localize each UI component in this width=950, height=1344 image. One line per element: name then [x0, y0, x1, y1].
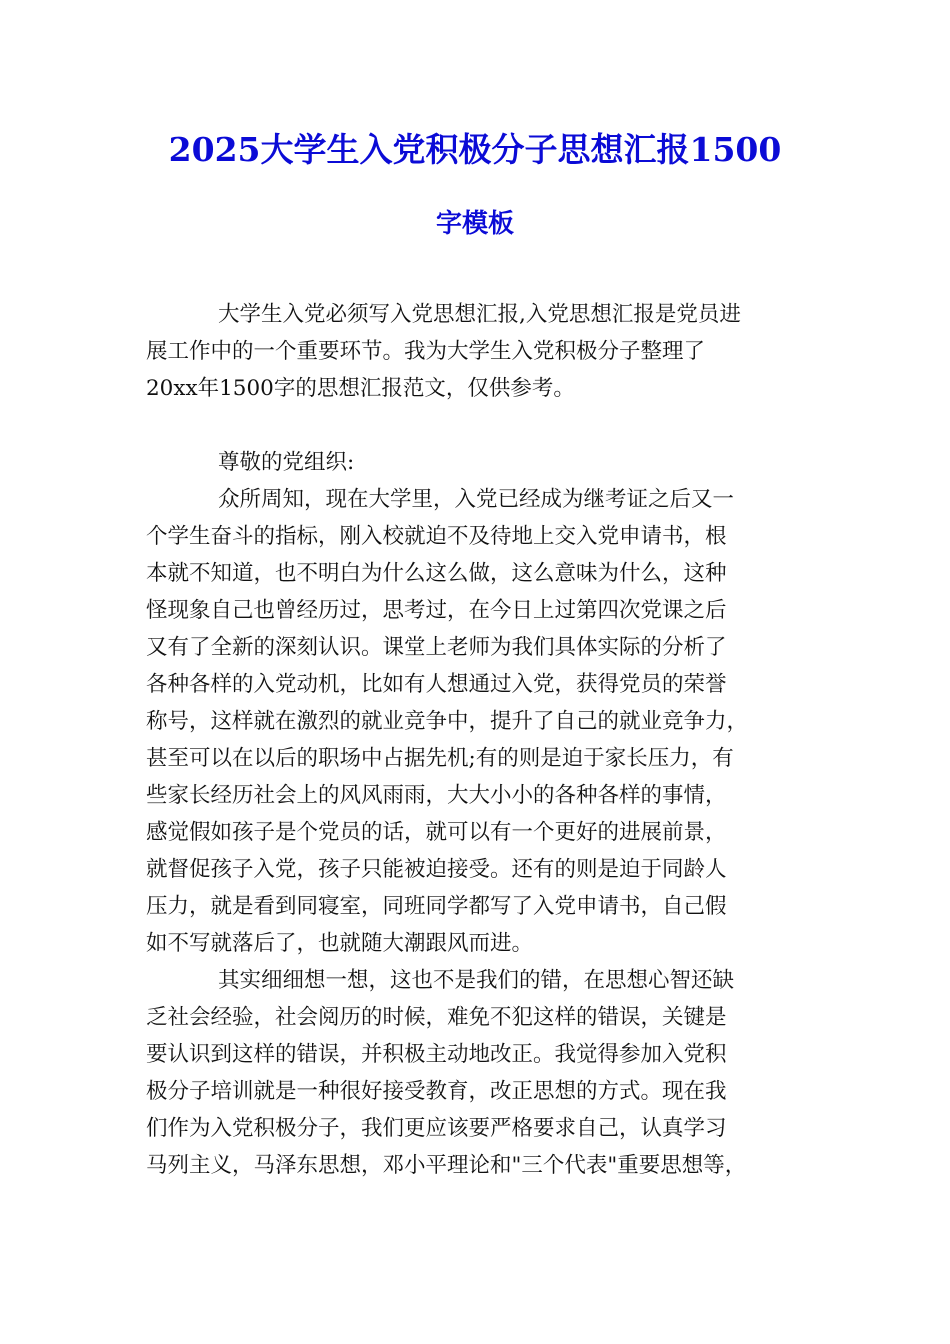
paragraph-line: 怪现象自己也曾经历过，思考过，在今日上过第四次党课之后 [146, 598, 727, 623]
paragraph-line: 甚至可以在以后的职场中占据先机;有的则是迫于家长压力，有 [146, 746, 734, 771]
paragraph-line: 乏社会经验，社会阅历的时候，难免不犯这样的错误，关键是 [146, 1005, 727, 1030]
paragraph-line: 就督促孩子入党，孩子只能被迫接受。还有的则是迫于同龄人 [146, 857, 727, 882]
paragraph-line: 马列主义，马泽东思想，邓小平理论和"三个代表"重要思想等， [146, 1153, 747, 1178]
paragraph-line: 其实细细想一想，这也不是我们的错，在思想心智还缺 [218, 968, 735, 993]
paragraph-line: 又有了全新的深刻认识。课堂上老师为我们具体实际的分析了 [146, 635, 727, 660]
salutation-block [146, 444, 810, 481]
intro-paragraph [146, 296, 810, 407]
paragraph-line: 极分子培训就是一种很好接受教育，改正思想的方式。现在我 [146, 1079, 727, 1104]
paragraph-line: 些家长经历社会上的风风雨雨，大大小小的各种各样的事情， [146, 783, 727, 808]
paragraph-line: 要认识到这样的错误，并积极主动地改正。我觉得参加入党积 [146, 1042, 727, 1067]
paragraph-line: 压力，就是看到同寝室，同班同学都写了入党申请书，自己假 [146, 894, 727, 919]
paragraph-line: 称号，这样就在激烈的就业竞争中，提升了自己的就业竞争力， [146, 709, 749, 734]
document-title-line-1: 2025大学生入党积极分子思想汇报1500 [168, 130, 782, 169]
paragraph-line: 众所周知，现在大学里，入党已经成为继考证之后又一 [218, 487, 735, 512]
intro-line: 20xx年1500字的思想汇报范文，仅供参考。 [146, 376, 575, 401]
paragraph-line: 感觉假如孩子是个党员的话，就可以有一个更好的进展前景， [146, 820, 727, 845]
intro-line: 大学生入党必须写入党思想汇报,入党思想汇报是党员进 [218, 302, 741, 327]
paragraph-line: 个学生奋斗的指标，刚入校就迫不及待地上交入党申请书，根 [146, 524, 727, 549]
paragraph-line: 如不写就落后了，也就随大潮跟风而进。 [146, 931, 534, 956]
paragraph-line: 本就不知道，也不明白为什么这么做，这么意味为什么，这种 [146, 561, 727, 586]
paragraph-line: 各种各样的入党动机，比如有人想通过入党，获得党员的荣誉 [146, 672, 727, 697]
salutation: 尊敬的党组织: [218, 450, 355, 475]
document-title-line-2: 字模板 [435, 209, 514, 239]
paragraph-1 [146, 481, 810, 962]
intro-line: 展工作中的一个重要环节。我为大学生入党积极分子整理了 [146, 339, 706, 364]
paragraph-2 [146, 962, 810, 1184]
paragraph-line: 们作为入党积极分子，我们更应该要严格要求自己，认真学习 [146, 1116, 727, 1141]
